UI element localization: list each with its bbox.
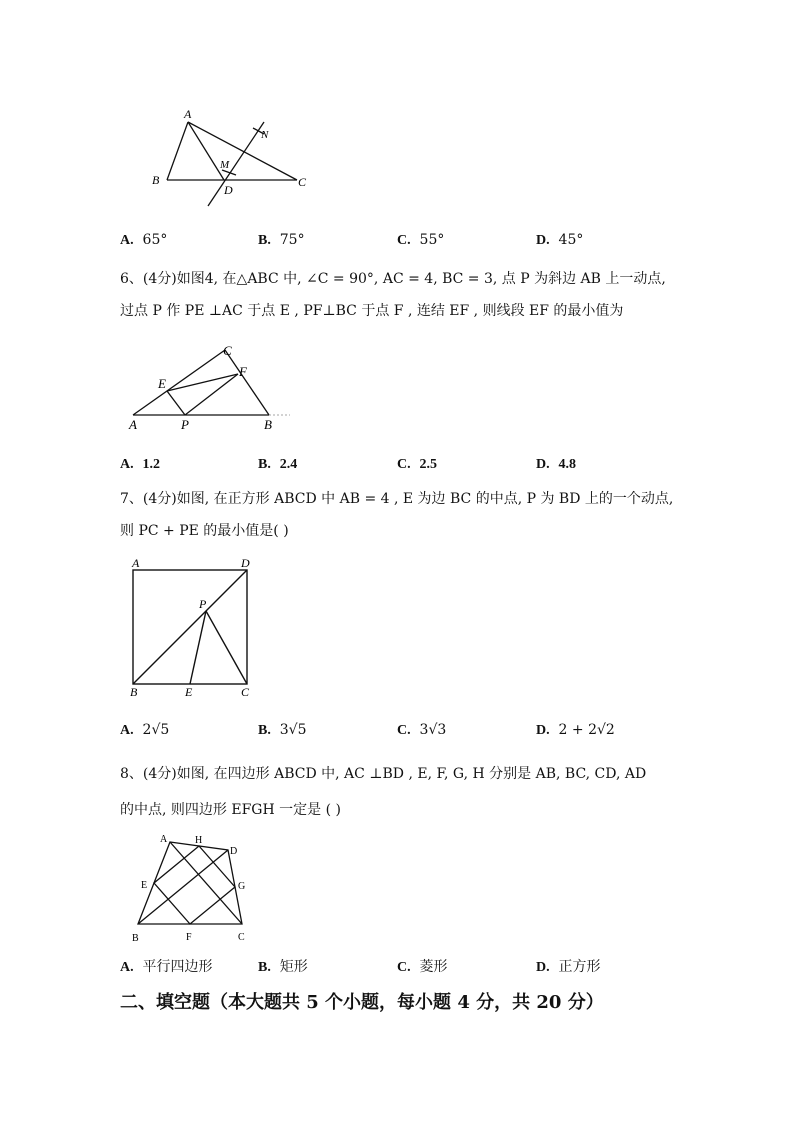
q6-stem-line1 [120,268,666,288]
q8-stem-line1 [120,763,646,783]
q5-label-a: A [184,107,192,121]
section-heading: 二、填空题（本大题共 5 个小题，每小题 4 分，共 20 分） [120,992,604,1013]
option-letter: D. [536,960,550,975]
q7-label-e: E [185,685,193,698]
q8-figure [128,830,253,945]
option-text: 65° [142,232,168,248]
option-text: 2 + 2√2 [558,722,615,738]
option-letter: C. [397,457,411,472]
q7-option-c[interactable] [397,722,446,739]
q8-label-e: E [141,880,148,891]
option-letter: B. [258,457,271,472]
q7-stem-line1 [120,488,673,508]
q6-label-c: C [223,343,232,358]
option-letter: D. [536,723,550,738]
option-text: 3√5 [279,722,307,738]
q8-label-h: H [195,835,203,846]
q7-label-a: A [132,556,140,570]
option-text: 3√3 [419,722,447,738]
q6-label-e: E [158,376,166,391]
option-letter: A. [120,723,134,738]
q6-label-b: B [264,417,272,432]
q6-figure [125,340,295,435]
option-letter: C. [397,723,411,738]
q7-label-p: P [199,597,207,611]
q5-label-d: D [224,183,233,197]
q6-label-p: P [181,417,189,432]
q8-option-d[interactable] [536,956,601,976]
q7-figure [125,556,265,698]
question-text: 如图4, 在△ABC 中, ∠C = 90°, AC = 4, BC = 3, 点 P 为斜边 AB 上一动点, [176,271,666,287]
option-text: 矩形 [279,959,308,975]
q8-label-d: D [230,846,238,857]
q5-label-b: B [152,173,160,187]
option-text: 75° [279,232,305,248]
option-text: 2.5 [419,457,438,472]
q5-option-b[interactable] [258,232,305,249]
q5-label-m: M [220,159,230,171]
question-number: 8、(4分) [120,766,177,782]
question-number: 7、(4分) [120,491,177,507]
option-letter: D. [536,233,550,248]
q8-label-f: F [186,932,192,943]
q8-label-c: C [238,932,245,943]
option-text: 平行四边形 [142,959,213,975]
q6-option-c[interactable] [397,456,437,473]
q8-stem-line2: 的中点, 则四边形 EFGH 一定是 ( ) [120,802,341,818]
q5-option-d[interactable] [536,232,583,249]
q6-option-a[interactable] [120,456,160,473]
option-text: 55° [419,232,445,248]
q6-option-b[interactable] [258,456,297,473]
option-letter: B. [258,723,271,738]
question-text: 如图, 在正方形 ABCD 中 AB = 4 , E 为边 BC 的中点, P 为 BD 上的一个动点, [176,491,674,507]
q8-option-a[interactable] [120,956,213,976]
q8-label-a: A [160,834,168,845]
q7-option-a[interactable] [120,722,169,739]
q7-stem-line2: 则 PC + PE 的最小值是( ) [120,523,289,539]
q6-label-f: F [239,364,247,379]
q6-label-a: A [129,417,137,432]
q8-label-b: B [132,933,139,944]
question-number: 6、(4分) [120,271,177,287]
option-text: 2.4 [279,457,298,472]
q5-label-c: C [298,175,307,189]
option-letter: B. [258,233,271,248]
option-letter: A. [120,233,134,248]
q7-option-d[interactable] [536,722,615,739]
option-text: 45° [558,232,584,248]
option-text: 2√5 [142,722,170,738]
q5-label-n: N [261,129,269,141]
q6-stem-line2: 过点 P 作 PE ⊥AC 于点 E , PF⊥BC 于点 F , 连结 EF , 则线段 EF 的最小值为 [120,303,624,319]
q5-figure [140,100,320,215]
q7-label-c: C [241,685,250,698]
q6-option-d[interactable] [536,456,576,473]
option-letter: A. [120,960,134,975]
option-letter: A. [120,457,134,472]
option-text: 1.2 [142,457,161,472]
q8-option-b[interactable] [258,956,308,976]
q7-label-b: B [130,685,138,698]
option-letter: C. [397,960,411,975]
option-letter: C. [397,233,411,248]
option-letter: B. [258,960,271,975]
q5-option-a[interactable] [120,232,167,249]
q8-option-c[interactable] [397,956,448,976]
question-text: 如图, 在四边形 ABCD 中, AC ⊥BD , E, F, G, H 分别是 AB, BC, CD, AD [176,766,647,782]
option-text: 4.8 [558,457,577,472]
q8-label-g: G [238,881,246,892]
option-text: 正方形 [558,959,601,975]
q5-option-c[interactable] [397,232,444,249]
option-text: 菱形 [419,959,448,975]
q7-option-b[interactable] [258,722,307,739]
option-letter: D. [536,457,550,472]
q7-label-d: D [241,556,250,570]
